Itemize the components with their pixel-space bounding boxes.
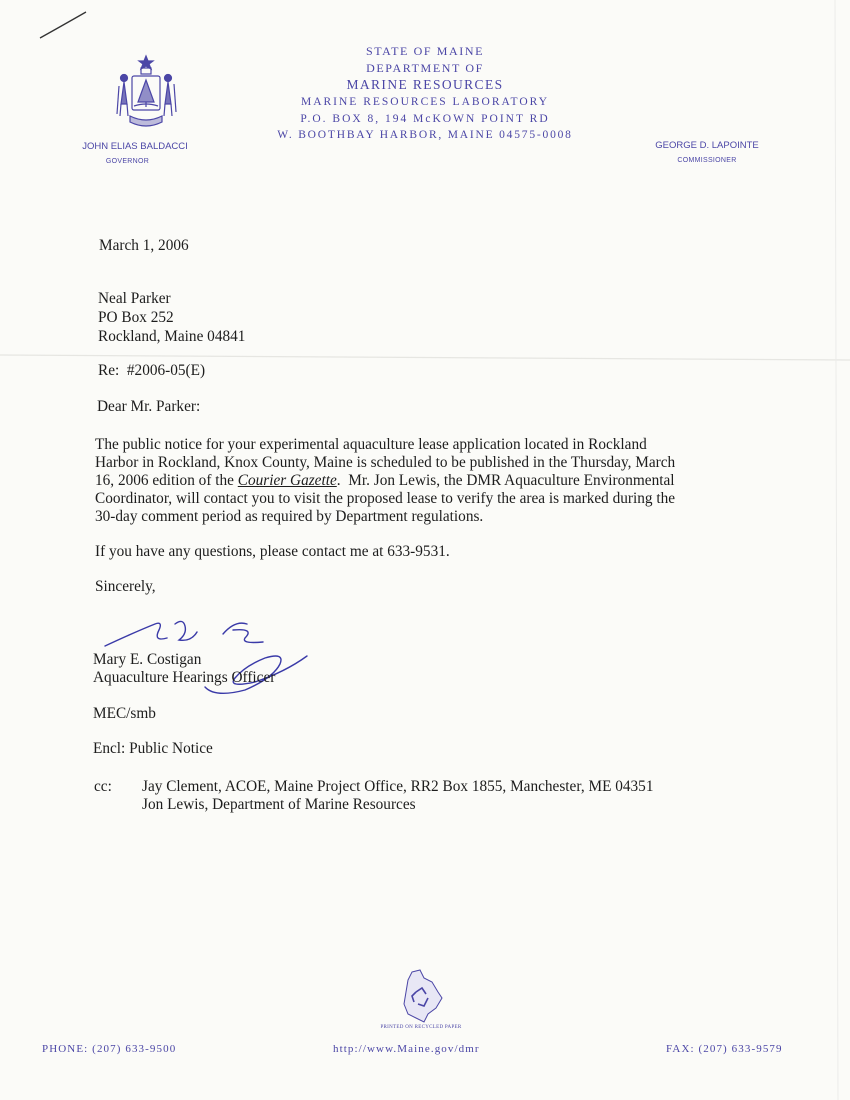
letterhead-laboratory: MARINE RESOURCES LABORATORY [300,96,550,108]
letterhead-city: W. BOOTHBAY HARBOR, MAINE 04575-0008 [277,129,573,141]
letterhead-department: DEPARTMENT OF [366,61,484,75]
publication-name: Courier Gazette [237,472,337,489]
maine-recycle-logo-icon [398,968,444,1024]
commissioner-title: COMMISSIONER [677,157,737,164]
footer-phone: PHONE: (207) 633-9500 [42,1043,177,1055]
letter-date: March 1, 2006 [99,237,189,254]
signer-name: Mary E. Costigan [93,651,202,668]
closing: Sincerely, [95,578,156,595]
recipient-address-line2: Rockland, Maine 04841 [98,328,246,345]
letterhead-po-box: P.O. BOX 8, 194 McKOWN POINT RD [300,113,550,125]
salutation: Dear Mr. Parker: [97,398,201,415]
body-text-fragment: . Mr. Jon Lewis, the DMR Aquaculture Environmental [336,472,675,489]
reference-number: Re: #2006-05(E) [98,362,206,379]
body-paragraph-1-line: Harbor in Rockland, Knox County, Maine is scheduled to be published in the Thursday, March [95,454,676,471]
recipient-address-line1: PO Box 252 [98,309,174,326]
recycled-paper-note: PRINTED ON RECYCLED PAPER [380,1025,462,1030]
body-paragraph-1-line: 30-day comment period as required by Department regulations. [95,508,484,525]
body-paragraph-2: If you have any questions, please contact me at 633-9531. [95,543,450,560]
letterhead-agency: MARINE RESOURCES [346,77,504,92]
recipient-name: Neal Parker [98,290,171,307]
cc-recipient: Jay Clement, ACOE, Maine Project Office, RR2 Box 1855, Manchester, ME 04351 [142,778,654,795]
body-paragraph-1 [95,436,745,526]
body-paragraph-1-line: Coordinator, will contact you to visit the proposed lease to verify the area is marked during the [95,490,676,507]
governor-name: JOHN ELIAS BALDACCI [82,141,188,152]
letterhead-state: STATE OF MAINE [365,44,485,58]
governor-title: GOVERNOR [105,158,150,165]
footer-fax: FAX: (207) 633-9579 [666,1043,783,1055]
footer-website: http://www.Maine.gov/dmr [333,1043,480,1055]
enclosure: Encl: Public Notice [93,740,213,757]
signer-title: Aquaculture Hearings Officer [93,669,276,686]
cc-label: cc: [94,778,112,795]
typist-initials: MEC/smb [93,705,156,722]
commissioner-name: GEORGE D. LAPOINTE [655,140,759,151]
body-text-fragment: 16, 2006 edition of the [95,472,238,489]
cc-recipient: Jon Lewis, Department of Marine Resources [142,796,416,813]
body-paragraph-1-line: The public notice for your experimental aquaculture lease application located in Rockland [95,436,647,453]
body-paragraph-1-line [95,472,745,490]
